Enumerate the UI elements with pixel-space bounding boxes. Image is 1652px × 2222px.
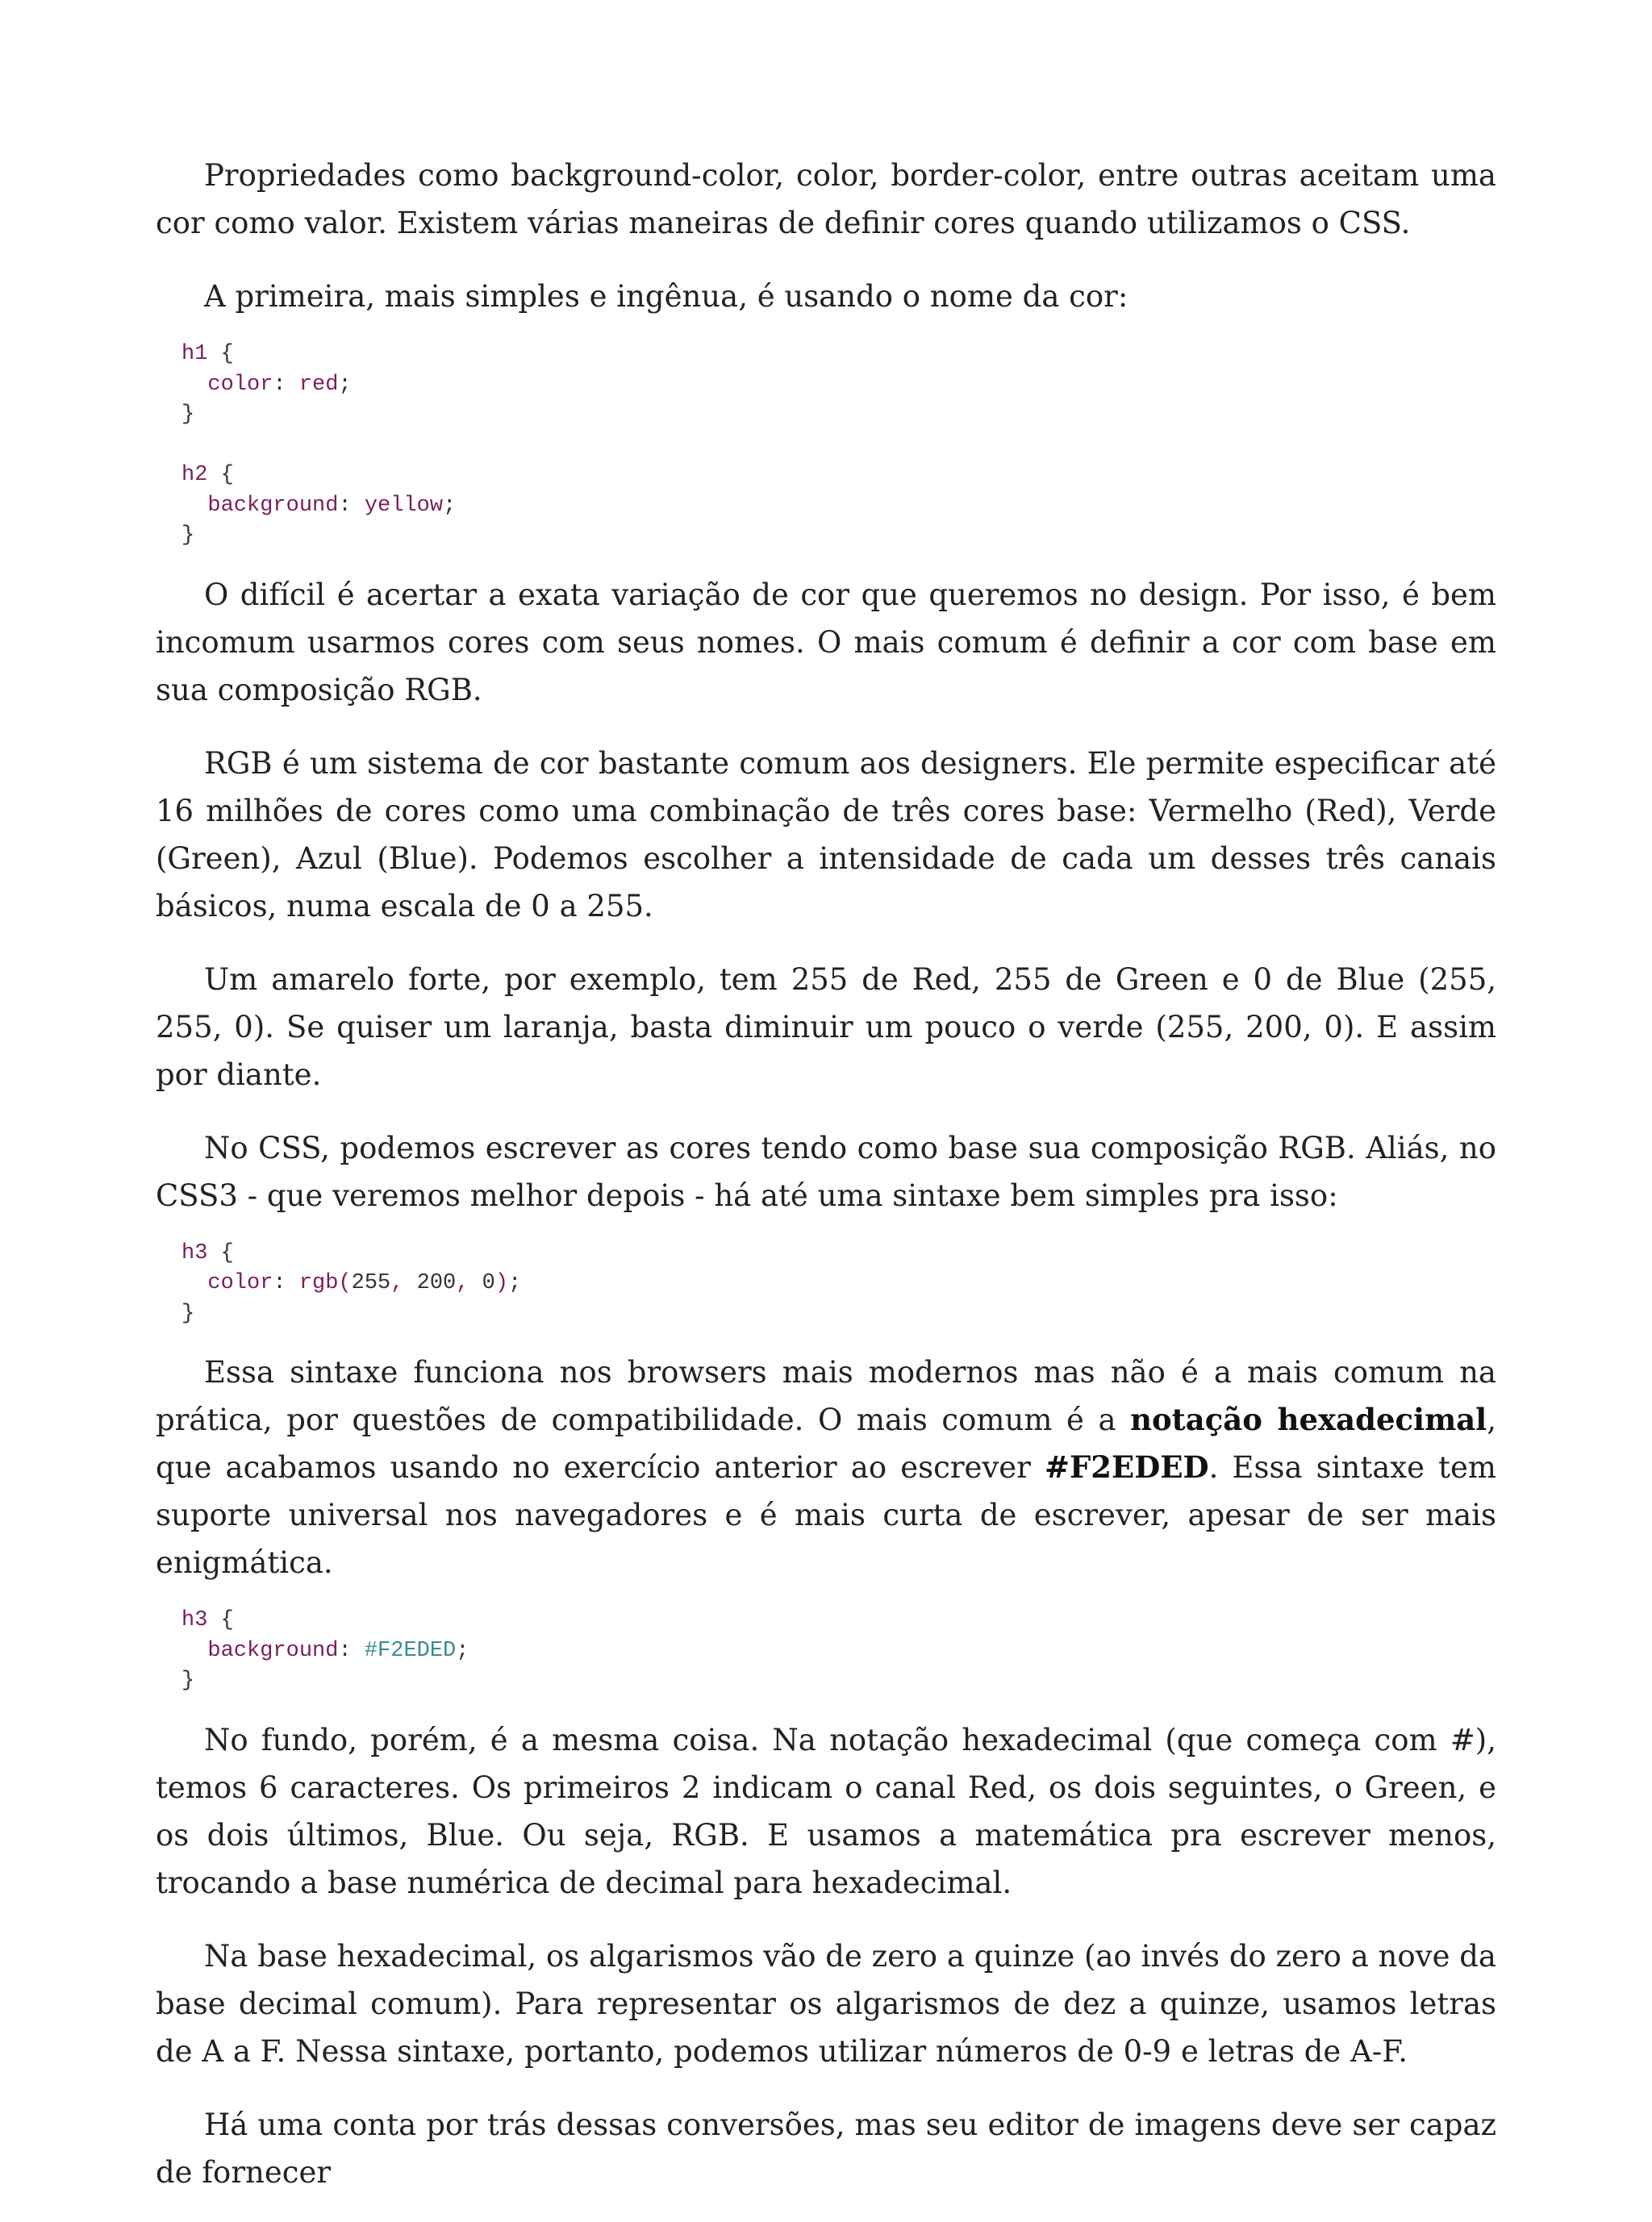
paragraph-properties: Propriedades como background-color, color, border-color, entre outras aceitam uma cor como valor. Existem várias maneiras de definir cores quando utilizamos o CSS. [156,158,1496,240]
bold-term: notação hexadecimal [1130,1402,1487,1437]
code-property: color [207,372,273,397]
code-selector: h3 [181,1608,208,1632]
paragraph-conversion: Há uma conta por trás dessas conversões, mas seu editor de imagens deve ser capaz de fornecer [156,2107,1496,2190]
paragraph-same-thing: No fundo, porém, é a mesma coisa. Na notação hexadecimal (que começa com #), temos 6 caracteres. Os primeiros 2 indicam o canal Red, os dois seguintes, o Green, e os dois últimos, Blue. Ou seja, RGB. E usamos a matemática pra escrever menos, trocando a base numérica de decimal para hexadecimal. [156,1722,1496,1900]
code-selector: h2 [181,463,208,487]
code-number: 200 [416,1271,457,1295]
paragraph-hex-notation: Essa sintaxe funciona nos browsers mais modernos mas não é a mais comum na prática, por questões de compatibilidade. O mais comum é a notação hexadecimal, que acabamos usando no exercício anterior ao escrever #F2EDED. Essa sintaxe tem suporte universal nos navegadores e é mais curta de escrever, apesar de ser mais enigmática. [156,1355,1497,1580]
code-property: background [207,493,339,518]
code-number: 255 [351,1271,391,1295]
paragraph-hex-base: Na base hexadecimal, os algarismos vão de zero a quinze (ao invés do zero a nove da base decimal comum). Para representar os algarismos de dez a quinze, usamos letras de A a F. Nessa sintaxe, portanto, podemos utilizar números de 0-9 e letras de A-F. [156,1938,1496,2069]
code-selector: h3 [181,1240,208,1265]
code-property: background [207,1638,339,1663]
bold-hex-code: #F2EDED [1045,1449,1209,1485]
code-selector: h1 [181,342,208,366]
paragraph-yellow-example: Um amarelo forte, por exemplo, tem 255 de Red, 255 de Green e 0 de Blue (255, 255, 0). Se quiser um laranja, basta diminuir um pouco o verde (255, 200, 0). E assim por diante. [156,961,1496,1092]
paragraph-rgb-system: RGB é um sistema de cor bastante comum aos designers. Ele permite especificar até 16 milhões de cores como uma combinação de três cores base: Vermelho (Red), Verde (Green), Azul (Blue). Podemos escolher a intensidade de cada um desses três canais básicos, numa escala de 0 a 255. [156,745,1496,923]
code-property: color [207,1271,273,1295]
code-value: red [298,372,339,397]
document-page [156,152,1496,2222]
code-number: 0 [482,1271,495,1295]
paragraph-first-method: A primeira, mais simples e ingênua, é usando o nome da cor: [204,279,1128,314]
paragraph-difficulty: O difícil é acertar a exata variação de cor que queremos no design. Por isso, é bem incomum usarmos cores com seus nomes. O mais comum é definir a cor com base em sua composição RGB. [156,577,1496,707]
code-block-color-names: h1 { color: red; } h2 { background: yellow; } [181,342,457,548]
code-hex-value: #F2EDED [364,1638,457,1663]
code-value: yellow [364,493,444,518]
paragraph-css-rgb: No CSS, podemos escrever as cores tendo como base sua composição RGB. Aliás, no CSS3 - que veremos melhor depois - há até uma sintaxe bem simples pra isso: [156,1130,1496,1213]
code-function: rgb( [298,1271,352,1295]
code-block-rgb: h3 { color: rgb(255, 200, 0); } [181,1240,522,1326]
code-block-hex: h3 { background: #F2EDED; } [181,1608,469,1693]
